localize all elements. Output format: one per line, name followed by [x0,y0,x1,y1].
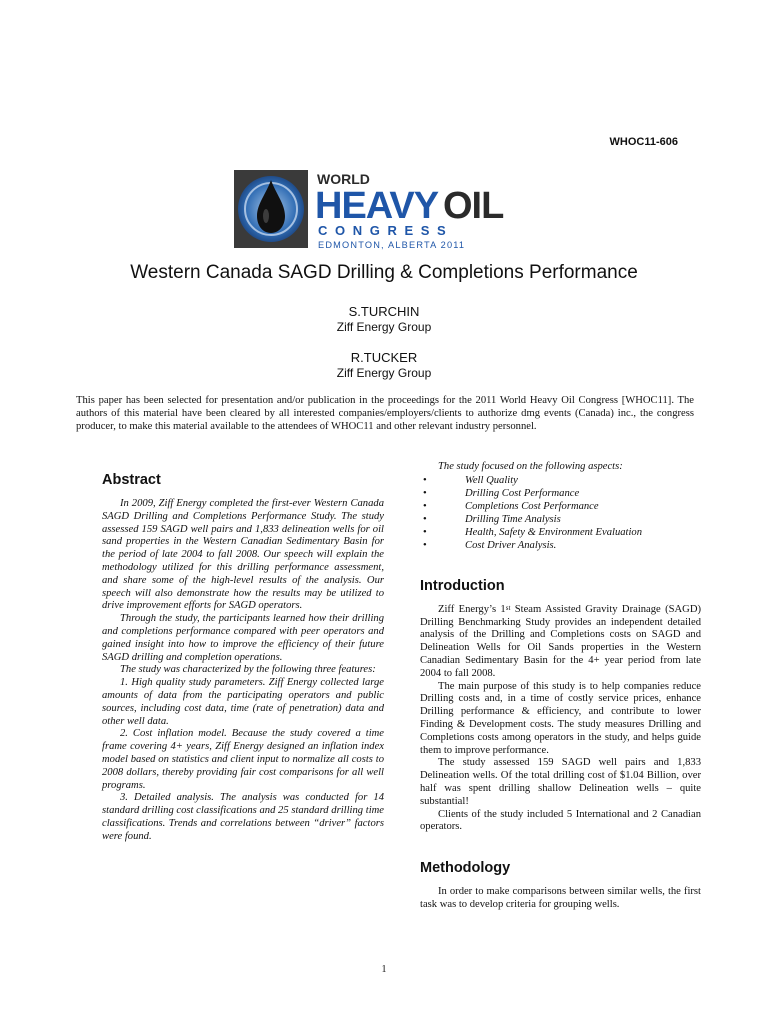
list-item: • Well Quality [423,474,518,486]
author-affiliation: Ziff Energy Group [336,320,432,334]
logo-heavy-text: HEAVY [315,185,439,227]
methodology-heading: Methodology [420,860,511,877]
author-name: S.TURCHIN [348,304,420,319]
list-item: • Drilling Time Analysis [423,513,561,525]
abstract-paragraph: The study was characterized by the following three features: [120,664,376,676]
logo-location-text: EDMONTON, ALBERTA 2011 [318,240,466,250]
left-column [102,472,384,844]
author-affiliation: Ziff Energy Group [336,366,432,380]
introduction-paragraph: The main purpose of this study is to help companies reduce Drilling costs and, in a time of costly service prices, enhance Drilling performance & efficiency, and contribute to lower Finding & Development costs. The study measures Drilling and Completions costs among operators in the study, and helps guide them to improve performance. [420,680,701,756]
logo-world-text: WORLD [317,171,370,187]
abstract-heading: Abstract [102,472,161,488]
paper-title: Western Canada SAGD Drilling & Completions Performance [130,262,638,283]
introduction-paragraph: Ziff Energy’s 1st Steam Assisted Gravity Drainage (SAGD) Drilling Benchmarking Study provides an independent detailed analysis of the Drilling and Completions costs on SAGD and Delineation Wells for Oil Sands properties in the Western Canadian Sedimentary Basin for the 4+ year period from late 2004 to fall 2008. [420,603,701,679]
list-item: • Cost Driver Analysis. [423,539,557,551]
list-item: • Health, Safety & Environment Evaluation [423,526,643,538]
publication-note: This paper has been selected for presentation and/or publication in the proceedings for the 2011 World Heavy Oil Congress [WHOC11]. The authors of this material have been cleared by all interested companies/employers/clients to authorize dmg events (Canada) inc., the congress producer, to make this material available to the attendees of WHOC11 and other relevant industry personnel. [76,395,694,433]
logo-congress-text: C O N G R E S S [318,223,448,238]
list-item: • Drilling Cost Performance [423,487,580,499]
introduction-paragraph: Clients of the study included 5 International and 2 Canadian operators. [420,808,701,833]
logo-oil-text: OIL [443,185,504,227]
focus-list [420,474,701,552]
right-column [420,461,701,912]
introduction-heading: Introduction [420,577,505,594]
introduction-paragraph: The study assessed 159 SAGD well pairs and 1,833 Delineation wells. Of the total drilling cost of $1.04 Billion, over half was spent drilling shallow Delineation wells – quite substantial! [420,757,701,807]
abstract-paragraph: Through the study, the participants learned how their drilling and completions performance compared with peer operators and gained insight into how to improve the efficiency of their future SAGD drilling and completion operations. [102,613,384,663]
abstract-paragraph: 3. Detailed analysis. The analysis was conducted for 14 standard drilling cost classifications and 25 standard drilling time classifications. Trends and correlations between “driver” factors were found. [102,792,384,842]
author-name: R.TUCKER [350,350,418,365]
oil-drop-emblem-icon [233,166,533,252]
congress-logo [233,166,533,252]
methodology-paragraph: In order to make comparisons between similar wells, the first task was to develop criteria for grouping wells. [420,886,701,910]
abstract-paragraph: 1. High quality study parameters. Ziff Energy collected large amounts of data from the participating operators and public sources, including cost data, time (rate of penetration) data and other well data. [102,677,384,727]
abstract-paragraph: In 2009, Ziff Energy completed the first-ever Western Canada SAGD Drilling and Completions Performance Study. The study assessed 159 SAGD well pairs and 1,833 delineation wells for oil sand properties in the Western Canadian Sedimentary Basin for the period of late 2004 to fall 2008. Our speech will explain the methodology utilized for this drilling performance assessment, and share some of the high-level results of the analysis. Our speech will also demonstrate how the results may be utilized to drive improvement efforts for SAGD operators. [102,498,384,612]
page-number: 1 [381,964,387,975]
paper-id: WHOC11-606 [609,136,678,148]
abstract-paragraph: 2. Cost inflation model. Because the study covered a time frame covering 4+ years, Ziff Energy designed an inflation index model based on statistics and client input to normalize all costs to 2008 dollars, thereby providing fair cost comparisons for all well programs. [102,728,384,791]
focus-intro: The study focused on the following aspects: [438,461,623,472]
list-item: • Completions Cost Performance [423,500,599,512]
